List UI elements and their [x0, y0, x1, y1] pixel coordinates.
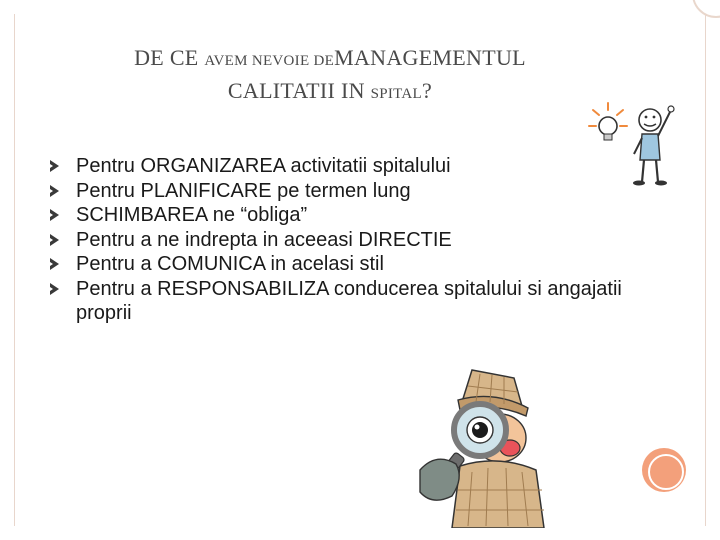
title-part: MANAGEMENTUL	[334, 45, 526, 70]
title-part: CALITATII IN	[227, 78, 371, 103]
arrow-bullet-icon	[50, 160, 59, 172]
title-part: DE CE	[134, 45, 205, 70]
arrow-bullet-icon	[50, 283, 59, 295]
arrow-bullet-icon	[50, 209, 59, 221]
slide-title-line2	[0, 78, 660, 104]
bullet-text: SCHIMBAREA ne “obliga”	[76, 204, 308, 226]
title-part: AVEM NEVOIE DE	[204, 53, 335, 69]
bullet-item	[64, 179, 624, 204]
bullet-text: Pentru a ne indrepta in aceeasi DIRECTIE	[76, 228, 452, 251]
bullet-item	[64, 228, 624, 253]
detective-magnifying-glass-illustration	[402, 360, 552, 528]
arrow-bullet-icon	[50, 258, 59, 270]
bullet-item	[64, 154, 624, 179]
slide-title-line1	[0, 45, 660, 71]
bullet-text: Pentru ORGANIZAREA activitatii spitalului	[76, 155, 451, 177]
bullet-item	[64, 203, 624, 228]
bullet-list	[64, 154, 624, 326]
decorative-circle-top	[692, 0, 720, 18]
bullet-item	[64, 277, 624, 326]
bullet-text: Pentru a COMUNICA in acelasi stil	[76, 253, 384, 275]
idea-person-lightbulb-icon	[586, 98, 686, 190]
arrow-bullet-icon	[50, 185, 59, 197]
bullet-item	[64, 252, 624, 277]
title-part: ?	[422, 78, 433, 103]
decorative-circle-bottom-ring	[648, 454, 684, 490]
bullet-text: Pentru a RESPONSABILIZA conducerea spitalului si angajatii proprii	[76, 277, 622, 324]
title-part: SPITAL	[370, 86, 423, 102]
arrow-bullet-icon	[50, 234, 59, 246]
bullet-text: Pentru PLANIFICARE pe termen lung	[76, 179, 411, 202]
